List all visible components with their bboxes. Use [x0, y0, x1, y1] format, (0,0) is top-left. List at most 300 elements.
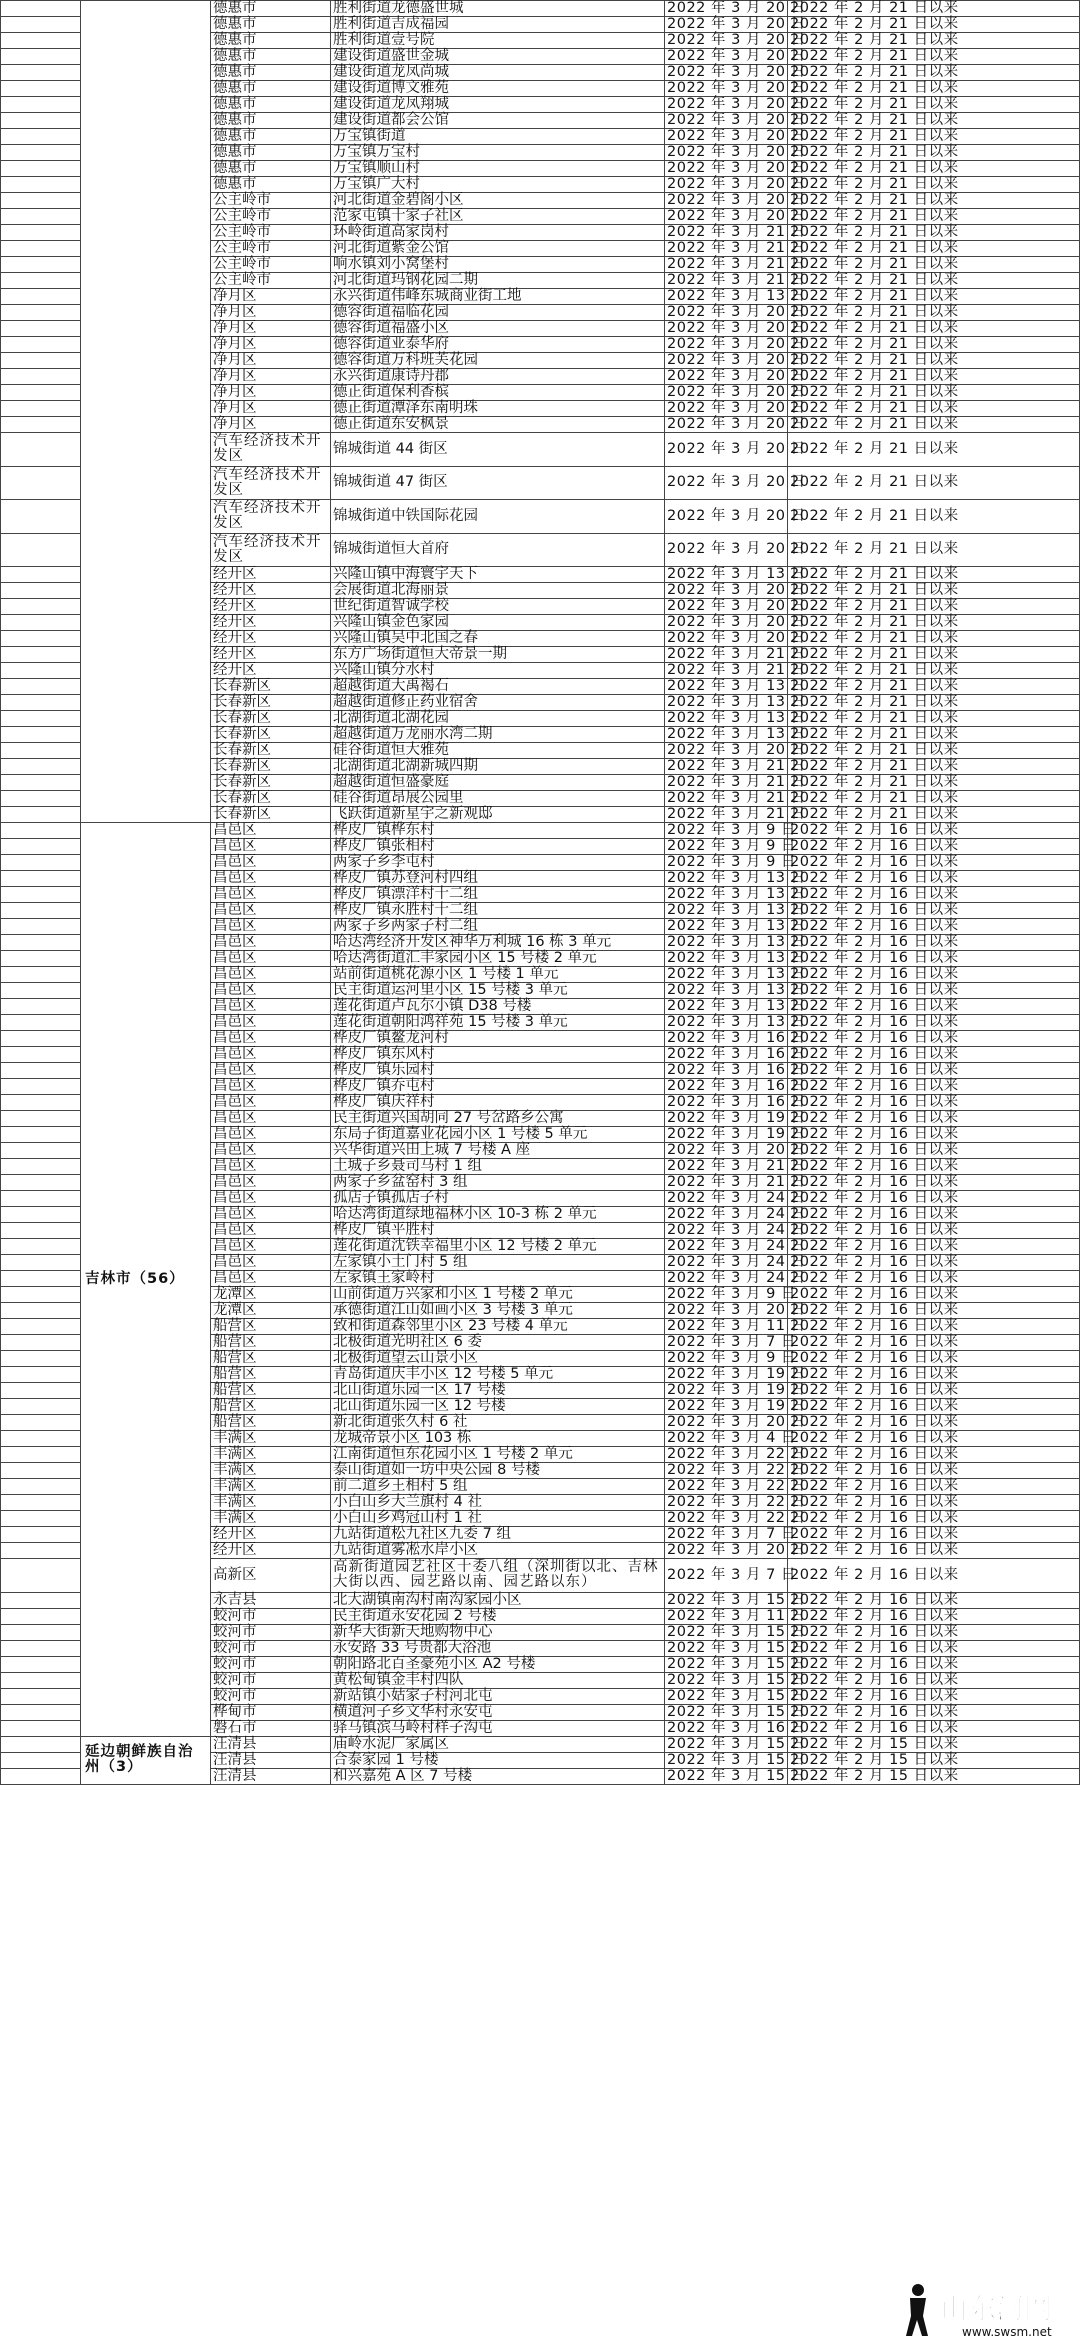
- location-cell: 北湖街道北湖新城四期: [331, 759, 665, 775]
- since-cell: 2022 年 2 月 21 日以来: [788, 113, 1080, 129]
- since-cell: 2022 年 2 月 16 日以来: [788, 1672, 1080, 1688]
- district-cell: 德惠市: [211, 129, 331, 145]
- district-cell: 永吉县: [211, 1592, 331, 1608]
- location-cell: 硅谷街道昂展公园里: [331, 791, 665, 807]
- district-cell: 经开区: [211, 663, 331, 679]
- district-cell: 净月区: [211, 321, 331, 337]
- district-cell: 净月区: [211, 401, 331, 417]
- blank-cell: [1, 695, 81, 711]
- since-cell: 2022 年 2 月 21 日以来: [788, 209, 1080, 225]
- blank-cell: [1, 1511, 81, 1527]
- location-cell: 桦皮厂镇鳌龙河村: [331, 1031, 665, 1047]
- location-cell: 合泰家园 1 号楼: [331, 1752, 665, 1768]
- date-cell: 2022 年 3 月 13 日: [665, 679, 788, 695]
- since-cell: 2022 年 2 月 16 日以来: [788, 1543, 1080, 1559]
- blank-cell: [1, 1063, 81, 1079]
- district-cell: 船营区: [211, 1319, 331, 1335]
- blank-cell: [1, 1079, 81, 1095]
- location-cell: 莲花街道卢瓦尔小镇 D38 号楼: [331, 999, 665, 1015]
- date-cell: 2022 年 3 月 9 日: [665, 839, 788, 855]
- since-cell: 2022 年 2 月 16 日以来: [788, 1415, 1080, 1431]
- since-cell: 2022 年 2 月 21 日以来: [788, 500, 1080, 534]
- since-cell: 2022 年 2 月 21 日以来: [788, 417, 1080, 433]
- district-cell: 德惠市: [211, 145, 331, 161]
- since-cell: 2022 年 2 月 21 日以来: [788, 759, 1080, 775]
- since-cell: 2022 年 2 月 21 日以来: [788, 791, 1080, 807]
- date-cell: 2022 年 3 月 13 日: [665, 695, 788, 711]
- location-cell: 民主街道运河里小区 15 号楼 3 单元: [331, 983, 665, 999]
- location-cell: 和兴嘉苑 A 区 7 号楼: [331, 1768, 665, 1784]
- district-cell: 长春新区: [211, 695, 331, 711]
- since-cell: 2022 年 2 月 16 日以来: [788, 1031, 1080, 1047]
- blank-cell: [1, 161, 81, 177]
- since-cell: 2022 年 2 月 16 日以来: [788, 1063, 1080, 1079]
- location-cell: 小白山乡鸡冠山村 1 社: [331, 1511, 665, 1527]
- location-cell: 兴隆山镇金色家园: [331, 615, 665, 631]
- date-cell: 2022 年 3 月 13 日: [665, 727, 788, 743]
- date-cell: 2022 年 3 月 16 日: [665, 1095, 788, 1111]
- date-cell: 2022 年 3 月 20 日: [665, 417, 788, 433]
- district-cell: 蛟河市: [211, 1624, 331, 1640]
- date-cell: 2022 年 3 月 21 日: [665, 225, 788, 241]
- since-cell: 2022 年 2 月 16 日以来: [788, 1079, 1080, 1095]
- location-cell: 九站街道雾凇水岸小区: [331, 1543, 665, 1559]
- date-cell: 2022 年 3 月 7 日: [665, 1559, 788, 1593]
- date-cell: 2022 年 3 月 20 日: [665, 321, 788, 337]
- since-cell: 2022 年 2 月 16 日以来: [788, 1383, 1080, 1399]
- district-cell: 昌邑区: [211, 1079, 331, 1095]
- location-cell: 龙城帝景小区 103 栋: [331, 1431, 665, 1447]
- location-cell: 德容街道福盛小区: [331, 321, 665, 337]
- location-cell: 硅谷街道恒大雅苑: [331, 743, 665, 759]
- since-cell: 2022 年 2 月 21 日以来: [788, 567, 1080, 583]
- date-cell: 2022 年 3 月 22 日: [665, 1479, 788, 1495]
- location-cell: 北山街道乐园一区 12 号楼: [331, 1399, 665, 1415]
- district-cell: 蛟河市: [211, 1608, 331, 1624]
- date-cell: 2022 年 3 月 11 日: [665, 1608, 788, 1624]
- date-cell: 2022 年 3 月 11 日: [665, 1319, 788, 1335]
- blank-cell: [1, 1143, 81, 1159]
- blank-cell: [1, 1608, 81, 1624]
- location-cell: 莲花街道朝阳鸿祥苑 15 号楼 3 单元: [331, 1015, 665, 1031]
- district-cell: 昌邑区: [211, 1031, 331, 1047]
- district-cell: 昌邑区: [211, 823, 331, 839]
- location-cell: 胜利街道壹号院: [331, 33, 665, 49]
- date-cell: 2022 年 3 月 15 日: [665, 1656, 788, 1672]
- since-cell: 2022 年 2 月 16 日以来: [788, 919, 1080, 935]
- district-cell: 汪清县: [211, 1752, 331, 1768]
- location-cell: 江南街道恒东花园小区 1 号楼 2 单元: [331, 1447, 665, 1463]
- location-cell: 左家镇王家岭村: [331, 1271, 665, 1287]
- blank-cell: [1, 599, 81, 615]
- district-cell: 蛟河市: [211, 1688, 331, 1704]
- district-cell: 德惠市: [211, 161, 331, 177]
- district-cell: 高新区: [211, 1559, 331, 1593]
- date-cell: 2022 年 3 月 16 日: [665, 1720, 788, 1736]
- blank-cell: [1, 1592, 81, 1608]
- district-cell: 净月区: [211, 353, 331, 369]
- since-cell: 2022 年 2 月 16 日以来: [788, 983, 1080, 999]
- blank-cell: [1, 1768, 81, 1784]
- blank-cell: [1, 97, 81, 113]
- date-cell: 2022 年 3 月 22 日: [665, 1447, 788, 1463]
- since-cell: 2022 年 2 月 21 日以来: [788, 583, 1080, 599]
- location-cell: 致和街道森邻里小区 23 号楼 4 单元: [331, 1319, 665, 1335]
- blank-cell: [1, 1672, 81, 1688]
- date-cell: 2022 年 3 月 21 日: [665, 273, 788, 289]
- location-cell: 超越街道恒盛豪庭: [331, 775, 665, 791]
- blank-cell: [1, 241, 81, 257]
- since-cell: 2022 年 2 月 21 日以来: [788, 129, 1080, 145]
- since-cell: 2022 年 2 月 21 日以来: [788, 321, 1080, 337]
- district-cell: 长春新区: [211, 743, 331, 759]
- district-cell: 昌邑区: [211, 1015, 331, 1031]
- since-cell: 2022 年 2 月 16 日以来: [788, 1047, 1080, 1063]
- date-cell: 2022 年 3 月 24 日: [665, 1207, 788, 1223]
- since-cell: 2022 年 2 月 21 日以来: [788, 353, 1080, 369]
- blank-cell: [1, 567, 81, 583]
- district-cell: 经开区: [211, 599, 331, 615]
- district-cell: 昌邑区: [211, 983, 331, 999]
- location-cell: 超越街道大禹褐石: [331, 679, 665, 695]
- location-cell: 桦皮厂镇张相村: [331, 839, 665, 855]
- date-cell: 2022 年 3 月 20 日: [665, 500, 788, 534]
- location-cell: 两家子乡盆窑村 3 组: [331, 1175, 665, 1191]
- since-cell: 2022 年 2 月 21 日以来: [788, 33, 1080, 49]
- since-cell: 2022 年 2 月 21 日以来: [788, 17, 1080, 33]
- blank-cell: [1, 369, 81, 385]
- since-cell: 2022 年 2 月 21 日以来: [788, 241, 1080, 257]
- location-cell: 胜利街道龙德盛世城: [331, 1, 665, 17]
- blank-cell: [1, 807, 81, 823]
- date-cell: 2022 年 3 月 20 日: [665, 81, 788, 97]
- since-cell: 2022 年 2 月 21 日以来: [788, 807, 1080, 823]
- blank-cell: [1, 1704, 81, 1720]
- since-cell: 2022 年 2 月 21 日以来: [788, 305, 1080, 321]
- since-cell: 2022 年 2 月 16 日以来: [788, 1239, 1080, 1255]
- district-cell: 船营区: [211, 1415, 331, 1431]
- blank-cell: [1, 1399, 81, 1415]
- blank-cell: [1, 1688, 81, 1704]
- since-cell: 2022 年 2 月 16 日以来: [788, 1111, 1080, 1127]
- date-cell: 2022 年 3 月 13 日: [665, 983, 788, 999]
- date-cell: 2022 年 3 月 7 日: [665, 1527, 788, 1543]
- date-cell: 2022 年 3 月 4 日: [665, 1431, 788, 1447]
- since-cell: 2022 年 2 月 16 日以来: [788, 1720, 1080, 1736]
- blank-cell: [1, 903, 81, 919]
- district-cell: 德惠市: [211, 49, 331, 65]
- blank-cell: [1, 775, 81, 791]
- table-row: [1, 1, 1080, 17]
- district-cell: 德惠市: [211, 65, 331, 81]
- district-cell: 昌邑区: [211, 1191, 331, 1207]
- location-cell: 永兴街道康诗丹郡: [331, 369, 665, 385]
- date-cell: 2022 年 3 月 9 日: [665, 855, 788, 871]
- blank-cell: [1, 1463, 81, 1479]
- figure-icon: [906, 2284, 928, 2336]
- since-cell: 2022 年 2 月 21 日以来: [788, 81, 1080, 97]
- since-cell: 2022 年 2 月 16 日以来: [788, 1367, 1080, 1383]
- date-cell: 2022 年 3 月 20 日: [665, 631, 788, 647]
- district-cell: 昌邑区: [211, 951, 331, 967]
- district-cell: 昌邑区: [211, 1223, 331, 1239]
- date-cell: 2022 年 3 月 9 日: [665, 1351, 788, 1367]
- blank-cell: [1, 417, 81, 433]
- since-cell: 2022 年 2 月 16 日以来: [788, 839, 1080, 855]
- blank-cell: [1, 839, 81, 855]
- date-cell: 2022 年 3 月 13 日: [665, 289, 788, 305]
- district-cell: 船营区: [211, 1335, 331, 1351]
- district-cell: 汪清县: [211, 1736, 331, 1752]
- location-cell: 新站镇小姑家子村河北屯: [331, 1688, 665, 1704]
- date-cell: 2022 年 3 月 13 日: [665, 967, 788, 983]
- blank-cell: [1, 1175, 81, 1191]
- blank-cell: [1, 337, 81, 353]
- since-cell: 2022 年 2 月 16 日以来: [788, 855, 1080, 871]
- location-cell: 响水镇刘小窝堡村: [331, 257, 665, 273]
- since-cell: 2022 年 2 月 21 日以来: [788, 743, 1080, 759]
- district-cell: 丰满区: [211, 1431, 331, 1447]
- district-cell: 经开区: [211, 631, 331, 647]
- date-cell: 2022 年 3 月 20 日: [665, 17, 788, 33]
- since-cell: 2022 年 2 月 16 日以来: [788, 1592, 1080, 1608]
- location-cell: 山前街道万兴家和小区 1 号楼 2 单元: [331, 1287, 665, 1303]
- district-cell: 公主岭市: [211, 209, 331, 225]
- date-cell: 2022 年 3 月 15 日: [665, 1672, 788, 1688]
- district-cell: 德惠市: [211, 1, 331, 17]
- location-cell: 锦城街道恒大首府: [331, 533, 665, 567]
- district-cell: 昌邑区: [211, 1111, 331, 1127]
- date-cell: 2022 年 3 月 16 日: [665, 1031, 788, 1047]
- blank-cell: [1, 209, 81, 225]
- since-cell: 2022 年 2 月 16 日以来: [788, 951, 1080, 967]
- location-cell: 哈达湾街道绿地福林小区 10-3 栋 2 单元: [331, 1207, 665, 1223]
- blank-cell: [1, 663, 81, 679]
- since-cell: 2022 年 2 月 21 日以来: [788, 599, 1080, 615]
- blank-cell: [1, 1559, 81, 1593]
- blank-cell: [1, 935, 81, 951]
- since-cell: 2022 年 2 月 21 日以来: [788, 679, 1080, 695]
- district-cell: 德惠市: [211, 17, 331, 33]
- date-cell: 2022 年 3 月 13 日: [665, 1015, 788, 1031]
- location-cell: 世纪街道智诚学校: [331, 599, 665, 615]
- date-cell: 2022 年 3 月 20 日: [665, 161, 788, 177]
- location-cell: 建设街道龙凤翔城: [331, 97, 665, 113]
- since-cell: 2022 年 2 月 15 日以来: [788, 1736, 1080, 1752]
- location-cell: 左家镇小土门村 5 组: [331, 1255, 665, 1271]
- district-cell: 德惠市: [211, 97, 331, 113]
- date-cell: 2022 年 3 月 20 日: [665, 583, 788, 599]
- blank-cell: [1, 1447, 81, 1463]
- district-cell: 昌邑区: [211, 887, 331, 903]
- location-cell: 建设街道博文雅苑: [331, 81, 665, 97]
- location-cell: 永安路 33 号贵都大浴池: [331, 1640, 665, 1656]
- blank-cell: [1, 679, 81, 695]
- since-cell: 2022 年 2 月 21 日以来: [788, 369, 1080, 385]
- date-cell: 2022 年 3 月 21 日: [665, 241, 788, 257]
- district-cell: 长春新区: [211, 807, 331, 823]
- location-cell: 桦皮厂镇东风村: [331, 1047, 665, 1063]
- location-cell: 万宝镇顺山村: [331, 161, 665, 177]
- table-row: [1, 1736, 1080, 1752]
- blank-cell: [1, 305, 81, 321]
- location-cell: 青岛街道庆丰小区 12 号楼 5 单元: [331, 1367, 665, 1383]
- location-cell: 万宝镇万宝村: [331, 145, 665, 161]
- since-cell: 2022 年 2 月 16 日以来: [788, 999, 1080, 1015]
- location-cell: 新北街道张久村 6 社: [331, 1415, 665, 1431]
- district-cell: 经开区: [211, 615, 331, 631]
- location-cell: 前二道乡王相村 5 组: [331, 1479, 665, 1495]
- date-cell: 2022 年 3 月 20 日: [665, 113, 788, 129]
- district-cell: 净月区: [211, 417, 331, 433]
- district-cell: 公主岭市: [211, 241, 331, 257]
- blank-cell: [1, 385, 81, 401]
- since-cell: 2022 年 2 月 21 日以来: [788, 615, 1080, 631]
- location-cell: 万宝镇广大村: [331, 177, 665, 193]
- city-cell: 延边朝鲜族自治州（3）: [81, 1736, 211, 1784]
- location-cell: 北山街道乐园一区 17 号楼: [331, 1383, 665, 1399]
- since-cell: 2022 年 2 月 16 日以来: [788, 1624, 1080, 1640]
- date-cell: 2022 年 3 月 16 日: [665, 1047, 788, 1063]
- district-cell: 蛟河市: [211, 1656, 331, 1672]
- blank-cell: [1, 433, 81, 467]
- blank-cell: [1, 1351, 81, 1367]
- district-cell: 昌邑区: [211, 871, 331, 887]
- district-cell: 龙潭区: [211, 1287, 331, 1303]
- district-cell: 丰满区: [211, 1511, 331, 1527]
- date-cell: 2022 年 3 月 21 日: [665, 791, 788, 807]
- since-cell: 2022 年 2 月 16 日以来: [788, 1143, 1080, 1159]
- date-cell: 2022 年 3 月 13 日: [665, 935, 788, 951]
- date-cell: 2022 年 3 月 13 日: [665, 871, 788, 887]
- date-cell: 2022 年 3 月 19 日: [665, 1367, 788, 1383]
- district-cell: 净月区: [211, 289, 331, 305]
- date-cell: 2022 年 3 月 15 日: [665, 1624, 788, 1640]
- blank-cell: [1, 1527, 81, 1543]
- since-cell: 2022 年 2 月 21 日以来: [788, 257, 1080, 273]
- location-cell: 泰山街道如一坊中央公园 8 号楼: [331, 1463, 665, 1479]
- since-cell: 2022 年 2 月 16 日以来: [788, 1303, 1080, 1319]
- district-cell: 净月区: [211, 385, 331, 401]
- since-cell: 2022 年 2 月 16 日以来: [788, 1287, 1080, 1303]
- since-cell: 2022 年 2 月 16 日以来: [788, 1463, 1080, 1479]
- location-cell: 两家子乡李屯村: [331, 855, 665, 871]
- date-cell: 2022 年 3 月 20 日: [665, 1143, 788, 1159]
- blank-cell: [1, 33, 81, 49]
- blank-cell: [1, 1543, 81, 1559]
- blank-cell: [1, 1191, 81, 1207]
- location-cell: 桦皮厂镇苏登河村四组: [331, 871, 665, 887]
- location-cell: 两家子乡两家子村二组: [331, 919, 665, 935]
- district-cell: 龙潭区: [211, 1303, 331, 1319]
- date-cell: 2022 年 3 月 19 日: [665, 1383, 788, 1399]
- blank-cell: [1, 1720, 81, 1736]
- date-cell: 2022 年 3 月 20 日: [665, 97, 788, 113]
- date-cell: 2022 年 3 月 15 日: [665, 1736, 788, 1752]
- location-cell: 德正街道保利香槟: [331, 385, 665, 401]
- district-cell: 汽车经济技术开发区: [211, 533, 331, 567]
- date-cell: 2022 年 3 月 24 日: [665, 1271, 788, 1287]
- blank-cell: [1, 1736, 81, 1752]
- since-cell: 2022 年 2 月 21 日以来: [788, 711, 1080, 727]
- district-cell: 汽车经济技术开发区: [211, 433, 331, 467]
- since-cell: 2022 年 2 月 21 日以来: [788, 631, 1080, 647]
- district-cell: 汪清县: [211, 1768, 331, 1784]
- district-cell: 汽车经济技术开发区: [211, 500, 331, 534]
- date-cell: 2022 年 3 月 21 日: [665, 257, 788, 273]
- location-cell: 土城子乡聂司马村 1 组: [331, 1159, 665, 1175]
- date-cell: 2022 年 3 月 24 日: [665, 1191, 788, 1207]
- date-cell: 2022 年 3 月 13 日: [665, 887, 788, 903]
- date-cell: 2022 年 3 月 15 日: [665, 1640, 788, 1656]
- blank-cell: [1, 871, 81, 887]
- district-cell: 经开区: [211, 647, 331, 663]
- date-cell: 2022 年 3 月 20 日: [665, 305, 788, 321]
- location-cell: 德容街道福临花园: [331, 305, 665, 321]
- since-cell: 2022 年 2 月 21 日以来: [788, 727, 1080, 743]
- since-cell: 2022 年 2 月 16 日以来: [788, 935, 1080, 951]
- district-cell: 昌邑区: [211, 903, 331, 919]
- blank-cell: [1, 1, 81, 17]
- date-cell: 2022 年 3 月 20 日: [665, 337, 788, 353]
- date-cell: 2022 年 3 月 21 日: [665, 807, 788, 823]
- district-cell: 昌邑区: [211, 855, 331, 871]
- district-cell: 德惠市: [211, 177, 331, 193]
- since-cell: 2022 年 2 月 16 日以来: [788, 1511, 1080, 1527]
- blank-cell: [1, 1223, 81, 1239]
- date-cell: 2022 年 3 月 22 日: [665, 1463, 788, 1479]
- district-cell: 昌邑区: [211, 967, 331, 983]
- since-cell: 2022 年 2 月 16 日以来: [788, 1431, 1080, 1447]
- date-cell: 2022 年 3 月 20 日: [665, 209, 788, 225]
- blank-cell: [1, 401, 81, 417]
- location-cell: 德正街道潭泽东南明珠: [331, 401, 665, 417]
- blank-cell: [1, 1287, 81, 1303]
- location-cell: 超越街道万龙丽水湾二期: [331, 727, 665, 743]
- district-cell: 昌邑区: [211, 1095, 331, 1111]
- city-cell: [81, 1, 211, 823]
- since-cell: 2022 年 2 月 21 日以来: [788, 177, 1080, 193]
- table-row: [1, 823, 1080, 839]
- district-cell: 船营区: [211, 1383, 331, 1399]
- since-cell: 2022 年 2 月 16 日以来: [788, 1255, 1080, 1271]
- since-cell: 2022 年 2 月 16 日以来: [788, 823, 1080, 839]
- district-cell: 昌邑区: [211, 1271, 331, 1287]
- date-cell: 2022 年 3 月 15 日: [665, 1752, 788, 1768]
- location-cell: 北大湖镇南沟村南沟家园小区: [331, 1592, 665, 1608]
- district-cell: 昌邑区: [211, 1207, 331, 1223]
- blank-cell: [1, 631, 81, 647]
- since-cell: 2022 年 2 月 16 日以来: [788, 1656, 1080, 1672]
- location-cell: 桦皮厂镇桦东村: [331, 823, 665, 839]
- location-cell: 建设街道都会公馆: [331, 113, 665, 129]
- blank-cell: [1, 321, 81, 337]
- location-cell: 桦皮厂镇平胜村: [331, 1223, 665, 1239]
- date-cell: 2022 年 3 月 9 日: [665, 823, 788, 839]
- date-cell: 2022 年 3 月 21 日: [665, 1175, 788, 1191]
- district-cell: 昌邑区: [211, 1239, 331, 1255]
- since-cell: 2022 年 2 月 21 日以来: [788, 775, 1080, 791]
- location-cell: 兴隆山镇吴中北国之春: [331, 631, 665, 647]
- location-cell: 桦皮厂镇漂洋村十二组: [331, 887, 665, 903]
- blank-cell: [1, 919, 81, 935]
- since-cell: 2022 年 2 月 16 日以来: [788, 1559, 1080, 1593]
- location-cell: 德正街道东安枫景: [331, 417, 665, 433]
- location-cell: 锦城街道中铁国际花园: [331, 500, 665, 534]
- since-cell: 2022 年 2 月 16 日以来: [788, 1095, 1080, 1111]
- blank-cell: [1, 1415, 81, 1431]
- since-cell: 2022 年 2 月 16 日以来: [788, 1015, 1080, 1031]
